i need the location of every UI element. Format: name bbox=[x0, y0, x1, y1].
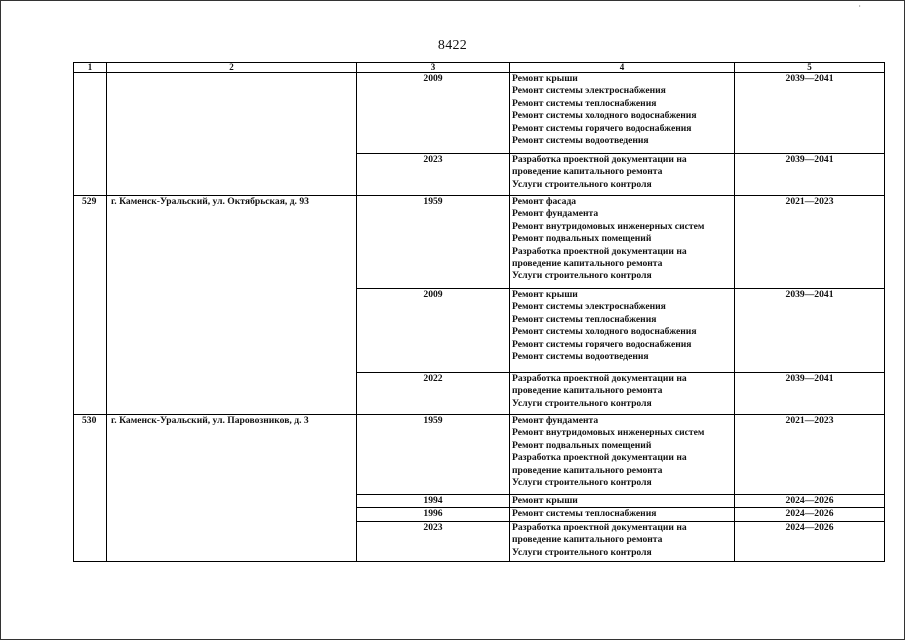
page-number: 8422 bbox=[437, 38, 468, 53]
work-item: Ремонт системы электроснабжения bbox=[512, 85, 666, 97]
work-item: Разработка проектной документации на bbox=[512, 452, 687, 464]
last-repair-year: 2009 bbox=[357, 73, 510, 154]
planned-period: 2024—2026 bbox=[735, 495, 885, 508]
work-item: Ремонт системы горячего водоснабжения bbox=[512, 122, 692, 134]
planned-period: 2039—2041 bbox=[735, 154, 885, 196]
work-item: Ремонт системы горячего водоснабжения bbox=[512, 338, 692, 350]
repair-schedule-table bbox=[73, 62, 885, 562]
work-item: Ремонт внутридомовых инженерных систем bbox=[512, 427, 705, 439]
work-list bbox=[510, 196, 735, 289]
work-list bbox=[510, 373, 735, 415]
work-item: Услуги строительного контроля bbox=[512, 397, 652, 409]
column-header-5: 5 bbox=[735, 63, 885, 73]
work-item: Ремонт системы электроснабжения bbox=[512, 301, 666, 313]
work-item: Ремонт фундамента bbox=[512, 208, 599, 220]
building-address: г. Каменск-Уральский, ул. Паровозников, д. 3 bbox=[107, 415, 357, 562]
last-repair-year: 1996 bbox=[357, 508, 510, 521]
work-list bbox=[510, 521, 735, 561]
last-repair-year: 2023 bbox=[357, 521, 510, 561]
work-item: проведение капитального ремонта bbox=[512, 166, 663, 178]
row-number: 530 bbox=[74, 415, 107, 562]
work-item: Ремонт системы водоотведения bbox=[512, 135, 649, 147]
work-list bbox=[510, 495, 735, 508]
column-header-3: 3 bbox=[357, 63, 510, 73]
work-item: Ремонт фундамента bbox=[512, 415, 599, 426]
corner-mark: · bbox=[858, 2, 861, 11]
work-item: Услуги строительного контроля bbox=[512, 546, 652, 558]
row-number: 529 bbox=[74, 196, 107, 415]
table-row bbox=[74, 415, 885, 495]
work-item: проведение капитального ремонта bbox=[512, 464, 663, 476]
work-item: Ремонт крыши bbox=[512, 495, 578, 506]
work-item: Ремонт системы теплоснабжения bbox=[512, 313, 657, 325]
work-item: Ремонт подвальных помещений bbox=[512, 439, 652, 451]
work-list bbox=[510, 508, 735, 521]
work-list bbox=[510, 154, 735, 196]
work-item: Ремонт системы холодного водоснабжения bbox=[512, 326, 697, 338]
work-item: Разработка проектной документации на bbox=[512, 373, 687, 384]
work-item: Разработка проектной документации на bbox=[512, 521, 687, 533]
work-item: проведение капитального ремонта bbox=[512, 258, 663, 270]
row-number bbox=[74, 73, 107, 196]
building-address: г. Каменск-Уральский, ул. Октябрьская, д. 93 bbox=[107, 196, 357, 415]
work-item: проведение капитального ремонта bbox=[512, 385, 663, 397]
work-item: Ремонт системы теплоснабжения bbox=[512, 97, 657, 109]
work-item: Ремонт подвальных помещений bbox=[512, 233, 652, 245]
last-repair-year: 1959 bbox=[357, 196, 510, 289]
column-header-1: 1 bbox=[74, 63, 107, 73]
last-repair-year: 2009 bbox=[357, 289, 510, 373]
planned-period: 2039—2041 bbox=[735, 73, 885, 154]
planned-period: 2024—2026 bbox=[735, 521, 885, 561]
work-item: Ремонт крыши bbox=[512, 289, 578, 300]
planned-period: 2024—2026 bbox=[735, 508, 885, 521]
planned-period: 2039—2041 bbox=[735, 289, 885, 373]
work-item: Разработка проектной документации на bbox=[512, 245, 687, 257]
work-item: Ремонт крыши bbox=[512, 73, 578, 84]
work-item: Ремонт фасада bbox=[512, 196, 577, 207]
table-row bbox=[74, 73, 885, 154]
table-body bbox=[74, 73, 885, 562]
column-header-2: 2 bbox=[107, 63, 357, 73]
building-address bbox=[107, 73, 357, 196]
table-row bbox=[74, 196, 885, 289]
planned-period: 2039—2041 bbox=[735, 373, 885, 415]
work-item: Ремонт системы теплоснабжения bbox=[512, 508, 657, 520]
header-row bbox=[74, 63, 885, 73]
work-list bbox=[510, 289, 735, 373]
work-item: Разработка проектной документации на bbox=[512, 154, 687, 165]
planned-period: 2021—2023 bbox=[735, 196, 885, 289]
last-repair-year: 2022 bbox=[357, 373, 510, 415]
planned-period: 2021—2023 bbox=[735, 415, 885, 495]
last-repair-year: 1959 bbox=[357, 415, 510, 495]
work-item: Ремонт системы водоотведения bbox=[512, 351, 649, 363]
work-item: Ремонт внутридомовых инженерных систем bbox=[512, 220, 705, 232]
work-item: Ремонт системы холодного водоснабжения bbox=[512, 110, 697, 122]
work-item: Услуги строительного контроля bbox=[512, 178, 652, 190]
work-list bbox=[510, 415, 735, 495]
last-repair-year: 2023 bbox=[357, 154, 510, 196]
last-repair-year: 1994 bbox=[357, 495, 510, 508]
work-list bbox=[510, 73, 735, 154]
work-item: Услуги строительного контроля bbox=[512, 270, 652, 282]
work-item: проведение капитального ремонта bbox=[512, 534, 663, 546]
column-header-4: 4 bbox=[510, 63, 735, 73]
work-item: Услуги строительного контроля bbox=[512, 477, 652, 489]
